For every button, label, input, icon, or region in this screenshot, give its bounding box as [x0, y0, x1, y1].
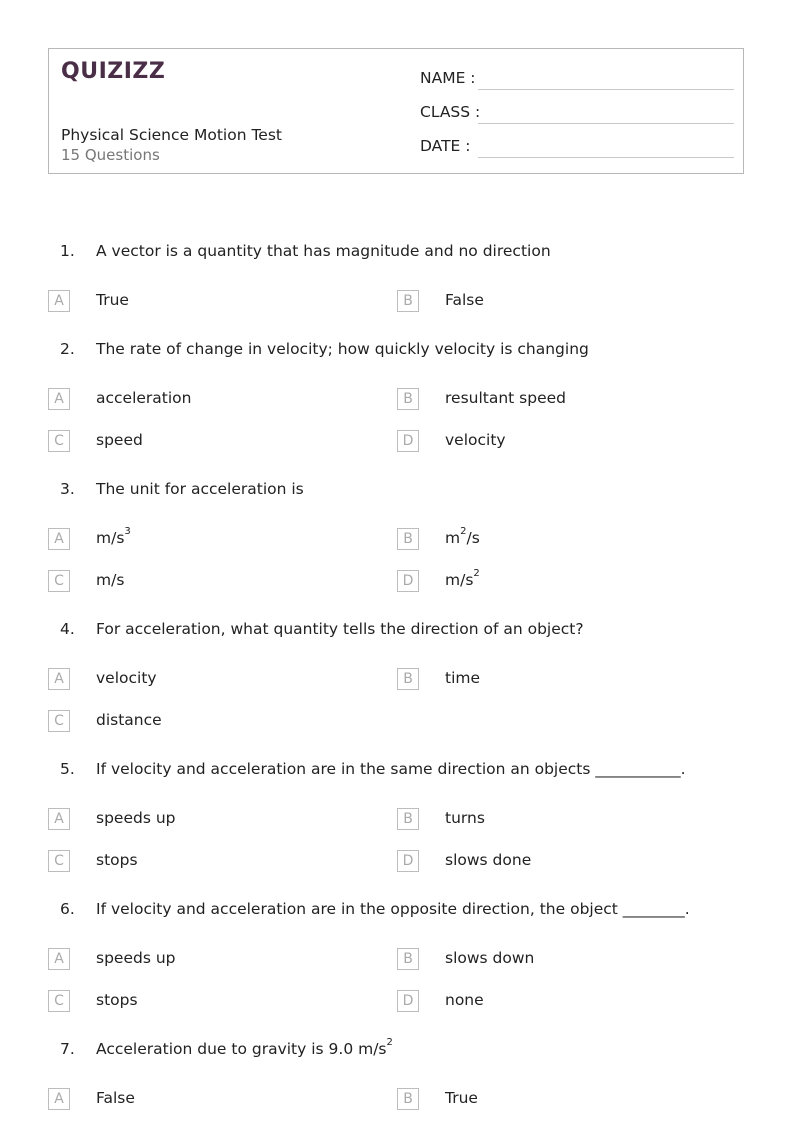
option-superscript: 2 — [473, 568, 480, 579]
option-letter: B — [397, 528, 419, 550]
question-text: If velocity and acceleration are in the same direction an objects ___________. — [96, 760, 686, 778]
option-text: distance — [96, 711, 162, 729]
option-text: speeds up — [96, 949, 176, 967]
question-text-base: Acceleration due to gravity is 9.0 m/s — [96, 1040, 387, 1058]
option-text: none — [445, 991, 484, 1009]
option-letter: C — [48, 430, 70, 452]
question-number: 5. — [60, 760, 75, 778]
question-text: A vector is a quantity that has magnitude and no direction — [96, 242, 551, 260]
option-letter: B — [397, 1088, 419, 1110]
question-number: 7. — [60, 1040, 75, 1058]
question-number: 2. — [60, 340, 75, 358]
option-letter: A — [48, 1088, 70, 1110]
option-text: speed — [96, 431, 143, 449]
option-letter: A — [48, 388, 70, 410]
option-text — [96, 526, 131, 547]
option-text: True — [445, 1089, 478, 1107]
question-number: 6. — [60, 900, 75, 918]
class-field — [420, 103, 734, 125]
option-text: velocity — [96, 669, 157, 687]
option-text: True — [96, 291, 129, 309]
option-text: False — [445, 291, 484, 309]
option-letter: B — [397, 388, 419, 410]
option-text: stops — [96, 851, 138, 869]
option-text — [445, 526, 480, 547]
option-letter: B — [397, 290, 419, 312]
option-text: slows down — [445, 949, 535, 967]
option-letter: A — [48, 528, 70, 550]
option-text: resultant speed — [445, 389, 567, 407]
option-letter: D — [397, 570, 419, 592]
option-letter: A — [48, 290, 70, 312]
quizizz-logo: QUIZIZZ — [61, 59, 166, 84]
option-text: stops — [96, 991, 138, 1009]
option-superscript: 3 — [124, 526, 131, 537]
name-line — [478, 89, 734, 90]
option-text: acceleration — [96, 389, 192, 407]
question-text: If velocity and acceleration are in the opposite direction, the object ________. — [96, 900, 690, 918]
option-letter: C — [48, 850, 70, 872]
option-letter: B — [397, 948, 419, 970]
option-text-after: /s — [466, 529, 480, 547]
worksheet-title: Physical Science Motion Test — [61, 126, 282, 144]
question-number: 3. — [60, 480, 75, 498]
option-text-base: m — [445, 529, 461, 547]
option-letter: B — [397, 808, 419, 830]
question-text: The unit for acceleration is — [96, 480, 304, 498]
option-letter: D — [397, 850, 419, 872]
class-line — [478, 123, 734, 124]
class-label: CLASS : — [420, 103, 481, 121]
option-text-base: m/s — [445, 571, 474, 589]
name-label: NAME : — [420, 69, 476, 87]
option-letter: C — [48, 570, 70, 592]
date-field — [420, 137, 734, 159]
option-text: slows done — [445, 851, 532, 869]
option-text: m/s — [96, 571, 125, 589]
option-letter: D — [397, 430, 419, 452]
question-text: The rate of change in velocity; how quickly velocity is changing — [96, 340, 589, 358]
question-superscript: 2 — [386, 1037, 393, 1048]
date-line — [478, 157, 734, 158]
option-letter: A — [48, 668, 70, 690]
name-field — [420, 69, 734, 91]
question-number: 4. — [60, 620, 75, 638]
option-superscript: 2 — [460, 526, 467, 537]
date-label: DATE : — [420, 137, 471, 155]
question-number: 1. — [60, 242, 75, 260]
question-text — [96, 1037, 393, 1058]
option-letter: A — [48, 808, 70, 830]
option-text: speeds up — [96, 809, 176, 827]
option-text: turns — [445, 809, 485, 827]
option-text: time — [445, 669, 481, 687]
option-letter: B — [397, 668, 419, 690]
option-letter: A — [48, 948, 70, 970]
option-text — [445, 568, 480, 589]
option-text-base: m/s — [96, 529, 125, 547]
option-letter: C — [48, 990, 70, 1012]
option-letter: D — [397, 990, 419, 1012]
worksheet-header — [48, 48, 744, 174]
option-text: False — [96, 1089, 135, 1107]
question-count: 15 Questions — [61, 146, 160, 164]
option-letter: C — [48, 710, 70, 732]
question-text: For acceleration, what quantity tells the direction of an object? — [96, 620, 584, 638]
option-text: velocity — [445, 431, 506, 449]
